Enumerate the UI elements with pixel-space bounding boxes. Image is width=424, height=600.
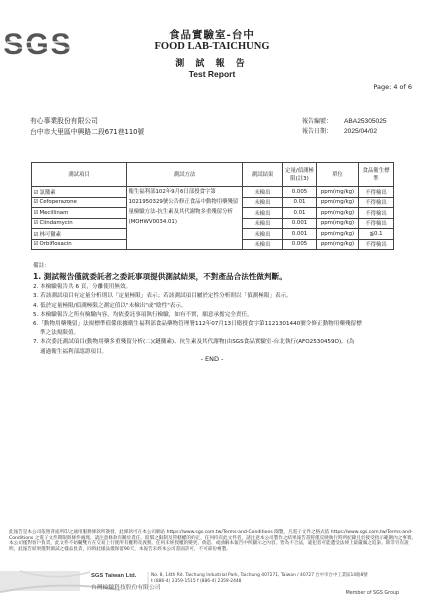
col-header-limit: 定量/偵測極限(註3)	[283, 163, 317, 187]
report-meta	[302, 117, 387, 136]
cell-result: 未檢出	[243, 229, 283, 240]
cell-item	[32, 239, 127, 250]
cell-item	[32, 187, 127, 198]
item-text: 氯黴素	[39, 189, 56, 196]
col-header-standard: 食品衛生標準	[359, 163, 394, 187]
cell-standard: ≦0.1	[359, 229, 394, 240]
note-6a: 6.「動物用藥殘留」法規標準值係依據衛生福利部食品藥物管理署112年07月13日衛授食字第1121301440號令修正動物用藥殘留標	[33, 321, 362, 328]
cell-item	[32, 229, 127, 240]
cell-standard: 不得檢出	[359, 208, 394, 219]
cell-limit: 0.01	[283, 208, 317, 219]
results-table	[31, 162, 394, 250]
lab-name-en: FOOD LAB-TAICHUNG	[154, 41, 270, 52]
col-header-method: 測試方法	[127, 163, 243, 187]
cell-standard: 不得檢出	[359, 187, 394, 198]
table-row	[32, 187, 394, 198]
note-5: 5. 本檢驗報告之所有檢驗內容，均依委託事項執行檢驗，如有不實，願意承擔完全責任。	[33, 311, 253, 318]
page-number: Page: 4 of 6	[373, 83, 412, 91]
cell-limit: 0.01	[283, 197, 317, 208]
footer-company-zh: 台灣檢驗科技股份有限公司	[91, 585, 161, 591]
report-no-value: ABA25305025	[344, 118, 387, 125]
checkbox-checked-icon: ☑	[33, 241, 39, 248]
checkbox-checked-icon: ☑	[33, 189, 39, 196]
cell-item	[32, 218, 127, 229]
cell-item	[32, 197, 127, 208]
notes-section	[33, 262, 403, 357]
notes-title: 備註：	[33, 263, 50, 269]
cell-result: 未檢出	[243, 218, 283, 229]
cell-standard: 不得檢出	[359, 197, 394, 208]
end-marker: - END -	[200, 355, 224, 363]
note-7b: 通過衛生福利部認證項目。	[40, 348, 108, 355]
checkbox-checked-icon: ☑	[33, 209, 39, 216]
footer-member: Member of SGS Group	[345, 591, 399, 596]
client-info	[30, 116, 144, 138]
table-header-row	[32, 163, 394, 187]
cell-limit: 0.005	[283, 239, 317, 250]
note-4: 4. 低於定量極限/偵測極限之測定值以"未檢出"或"陰性"表示。	[33, 302, 187, 309]
footer-address: No. 8, 14th Rd. Taichung Industrial Park, Taichung 407271, Taiwan / 40727 台中市台中工業區14路8號	[151, 573, 368, 578]
cell-unit: ppm(mg/kg)	[317, 239, 359, 250]
cell-method: 衛生福利部102年9月6日部授食字第1021950329號公告修正食品中動物用藥殘留量檢驗方法-抗生素及其代謝物多重殘留分析(MOHWV0034.01)	[127, 187, 243, 250]
cell-standard: 不得檢出	[359, 239, 394, 250]
item-text: 林可黴素	[39, 231, 62, 238]
note-7a: 7. 本次委託測試項目(動物用藥多重殘留分析(二)(鏈黴素)、抗生素及其代謝物)由SGS食品實驗室-台北執行(AFO2530459O)。(為	[33, 339, 355, 346]
cell-unit: ppm(mg/kg)	[317, 208, 359, 219]
note-1: 1. 測試報告僅就委託者之委託事項提供測試結果，不對產品合法性做判斷。	[33, 272, 287, 282]
item-text: Mecillinam	[39, 209, 69, 216]
checkbox-checked-icon: ☑	[33, 231, 39, 238]
col-header-unit: 單位	[317, 163, 359, 187]
cell-result: 未檢出	[243, 208, 283, 219]
disclaimer-text: 此報告是本公司依照背面所印之通用服務條款所簽發，此條款可在本公司網站 https://www.sgs.com.tw/Terms-and-Conditions 閱覽，凡電子文件之格式依 https://www.sgs.com.tw/Terms-and-Conditions 之電子文件期限與條件處理。請注意條款有關於責任、賠償之限制及管轄權的約定。任何持有此文件者，請注意本公司製作之結果報告書將僅反映執行時所紀錄且於接受指示範圍內之事實。本公司僅對客戶負責，此文件不妨礙雙方在交易上行使所有權利及義務。任何未經授權的變更、偽造、或曲解本報告中所顯示之內容，皆為不合法，違犯者可能遭受法律上最嚴厲之追訴。除非另有說明，此報告結果僅對測試之樣品負責，同時此樣品僅保留90天，本報告未經本公司書面許可，不可部份複製。	[9, 530, 417, 552]
checkbox-checked-icon: ☑	[33, 199, 39, 206]
cell-limit: 0.005	[283, 187, 317, 198]
footer-phone: t (886-4) 2359-1515 f (886-4) 2359-2448	[151, 579, 242, 584]
report-title-en: Test Report	[188, 69, 236, 79]
note-3: 3. 若該測試項目有定量分析則以「定量極限」表示；若該測試項目屬於定性分析則以「偵測極限」表示。	[33, 293, 292, 300]
item-text: Cefoperazone	[39, 199, 77, 206]
col-header-item: 測試項目	[32, 163, 127, 187]
checkbox-checked-icon: ☑	[33, 220, 39, 227]
col-header-result: 測試結果	[243, 163, 283, 187]
cell-unit: ppm(mg/kg)	[317, 229, 359, 240]
note-6b: 準之法規限值。	[40, 330, 80, 337]
cell-limit: 0.001	[283, 229, 317, 240]
cell-item	[32, 208, 127, 219]
sgs-logo-text: SGS	[3, 28, 73, 61]
cell-unit: ppm(mg/kg)	[317, 197, 359, 208]
cell-unit: ppm(mg/kg)	[317, 218, 359, 229]
cell-standard: 不得檢出	[359, 218, 394, 229]
report-title-zh: 測 試 報 告	[175, 59, 249, 69]
cell-result: 未檢出	[243, 197, 283, 208]
cell-unit: ppm(mg/kg)	[317, 187, 359, 198]
report-date-label: 報告日期：	[302, 127, 333, 135]
note-2: 2. 本檢驗報告共 6 頁，分離使用無效。	[33, 284, 132, 291]
item-text: Clindamycin	[39, 220, 73, 227]
footer-company-en: SGS Taiwan Ltd.	[91, 573, 137, 579]
cell-result: 未檢出	[243, 187, 283, 198]
cell-result: 未檢出	[243, 239, 283, 250]
client-name: 有心事業股份有限公司	[30, 117, 98, 125]
lab-name-zh: 食品實驗室-台中	[169, 29, 255, 41]
report-date-value: 2025/04/02	[344, 127, 378, 135]
cell-limit: 0.001	[283, 218, 317, 229]
client-address: 台中市大里區中興路二段671巷110號	[30, 128, 145, 136]
footer-contact	[151, 573, 368, 585]
report-no-label: 報告編號：	[302, 118, 333, 125]
item-text: Orbifloxacin	[39, 241, 72, 248]
